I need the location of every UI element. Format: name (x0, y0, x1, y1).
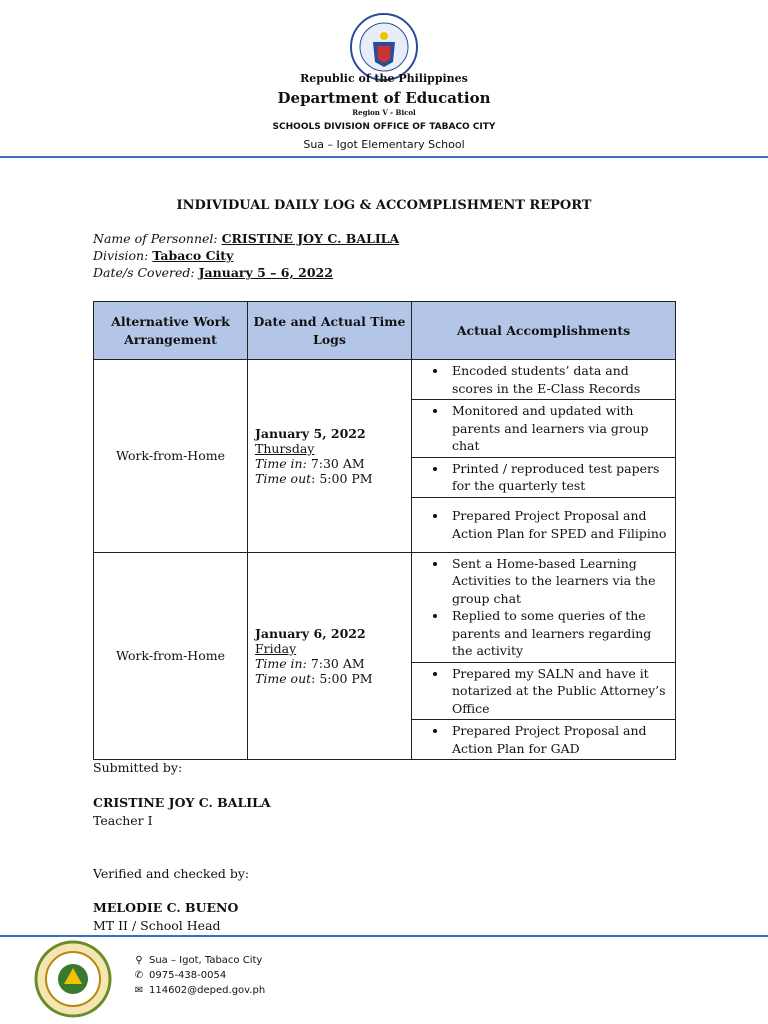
accomplishment-cell (412, 497, 676, 552)
division-office-label: SCHOOLS DIVISION OFFICE OF TABACO CITY (272, 122, 496, 132)
address-line (132, 955, 262, 966)
accomplishment-item: • Printed / reproduced test papers for the quarterly test (448, 460, 669, 495)
address-text: Sua – Igot, Tabaco City (149, 955, 263, 966)
log-date: January 6, 2022 (255, 625, 366, 641)
division-value: Tabaco City (152, 248, 234, 263)
time-out-value: : 5:00 PM (311, 670, 373, 686)
map-pin-icon: ⚲ (135, 955, 143, 966)
mail-icon: ✉ (134, 985, 144, 996)
accomplishment-cell (412, 360, 676, 400)
time-out-line (255, 671, 410, 686)
submitted-name: CRISTINE JOY C. BALILA (93, 795, 271, 810)
report-title: INDIVIDUAL DAILY LOG & ACCOMPLISHMENT REPORT (176, 198, 592, 213)
accomplishment-cell (412, 662, 676, 720)
date-time-cell (248, 360, 412, 553)
accomplishment-list (412, 553, 675, 662)
email-line (132, 985, 265, 996)
personnel-value: CRISTINE JOY C. BALILA (221, 231, 400, 246)
table-row (94, 360, 676, 400)
personnel-label: Name of Personnel: (93, 231, 218, 246)
dates-value: January 5 – 6, 2022 (198, 265, 333, 280)
log-day: Friday (255, 640, 297, 656)
department-title: Department of Education (277, 89, 491, 107)
column-header: Date and Actual Time Logs (248, 302, 412, 360)
verified-label: Verified and checked by: (93, 866, 250, 881)
accomplishment-list (412, 360, 675, 399)
division-label: Division: (93, 248, 149, 263)
table-row (94, 552, 676, 662)
phone-text: 0975-438-0054 (149, 970, 227, 981)
date-time-cell (248, 552, 412, 760)
dates-label: Date/s Covered: (93, 265, 195, 280)
accomplishment-cell (412, 457, 676, 497)
time-out-line (255, 471, 410, 486)
accomplishment-cell (412, 720, 676, 760)
time-in-line (255, 656, 410, 671)
time-out-label: Time out (255, 670, 312, 686)
accomplishment-cell (412, 552, 676, 662)
log-date: January 5, 2022 (255, 425, 366, 441)
accomplishment-item: • Encoded students’ data and scores in the E-Class Records (448, 362, 669, 397)
daily-log-table (93, 301, 676, 760)
column-header: Alternative Work Arrangement (94, 302, 248, 360)
time-in-value: 7:30 AM (310, 655, 365, 671)
accomplishment-item: • Prepared Project Proposal and Action Plan for GAD (448, 722, 669, 757)
time-in-line (255, 456, 410, 471)
accomplishment-list (412, 400, 675, 457)
submitted-position: Teacher I (93, 813, 153, 828)
school-name: Sua – Igot Elementary School (303, 138, 465, 151)
footer-divider (0, 935, 768, 937)
region-label: Region V - Bicol (352, 108, 416, 117)
accomplishment-list (412, 720, 675, 759)
header-divider (0, 156, 768, 158)
submitted-label: Submitted by: (93, 760, 183, 775)
arrangement-cell: Work-from-Home (94, 360, 248, 553)
accomplishment-item: • Prepared my SALN and have it notarized at the Public Attorney’s Office (448, 665, 669, 718)
time-out-value: : 5:00 PM (311, 470, 373, 486)
verified-name: MELODIE C. BUENO (93, 900, 239, 915)
school-logo (34, 940, 112, 1018)
phone-line (132, 970, 226, 981)
table-header-row (94, 302, 676, 360)
verified-position: MT II / School Head (93, 918, 221, 933)
time-in-label: Time in: (255, 455, 307, 471)
accomplishment-list (412, 458, 675, 497)
accomplishment-item: • Prepared Project Proposal and Action Plan for SPED and Filipino (448, 507, 669, 542)
republic-label: Republic of the Philippines (300, 72, 468, 85)
accomplishment-item: • Monitored and updated with parents and learners via group chat (448, 402, 669, 455)
division-line (93, 248, 233, 263)
phone-icon: ✆ (134, 970, 144, 981)
accomplishment-cell (412, 400, 676, 458)
column-header: Actual Accomplishments (412, 302, 676, 360)
log-day: Thursday (255, 440, 315, 456)
arrangement-cell: Work-from-Home (94, 552, 248, 760)
time-out-label: Time out (255, 470, 312, 486)
personnel-line (93, 231, 399, 246)
accomplishment-item: • Sent a Home-based Learning Activities to the learners via the group chat (448, 555, 669, 608)
dates-line (93, 265, 333, 280)
accomplishment-list (412, 663, 675, 720)
accomplishment-list (412, 505, 675, 544)
accomplishment-item: • Replied to some queries of the parents and learners regarding the activity (448, 607, 669, 660)
time-in-label: Time in: (255, 655, 307, 671)
time-in-value: 7:30 AM (310, 455, 365, 471)
email-text: 114602@deped.gov.ph (149, 985, 266, 996)
